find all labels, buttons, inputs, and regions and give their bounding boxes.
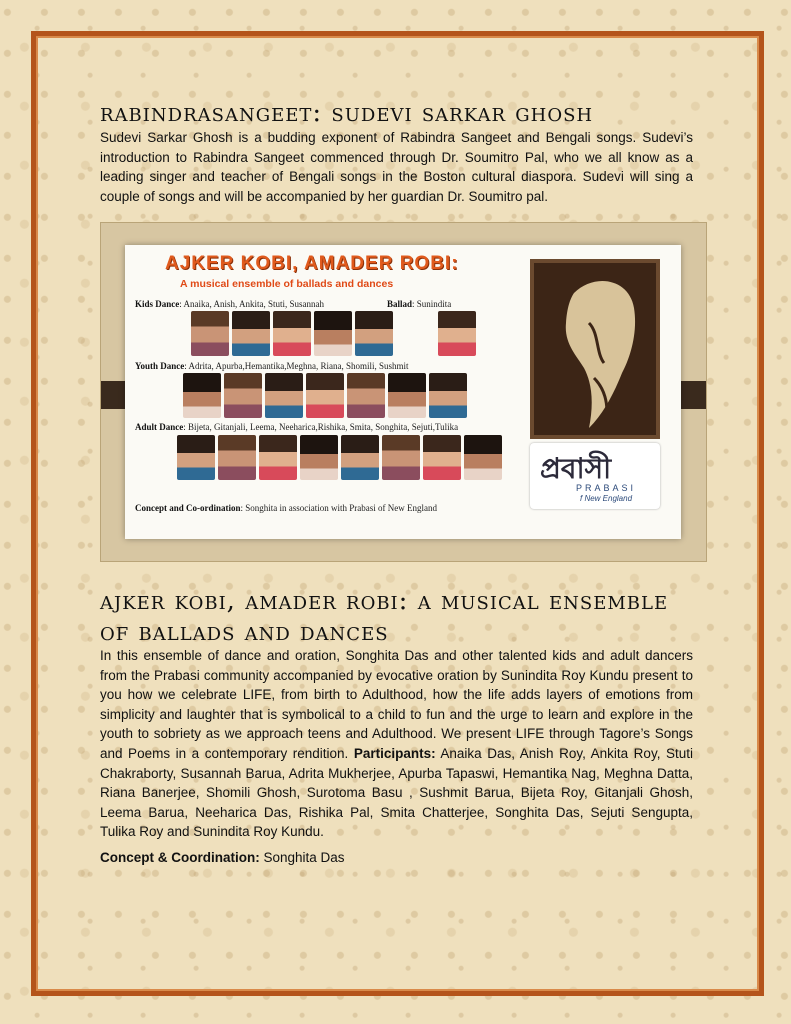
dancer-photo <box>382 435 420 480</box>
adult-dance-label: Adult Dance <box>135 422 184 432</box>
poster-subtitle: A musical ensemble of ballads and dances <box>180 278 394 290</box>
kids-photo-row <box>191 311 393 356</box>
dancer-photo <box>429 373 467 418</box>
participants-list: Anaika Das, Anish Roy, Ankita Roy, Stuti Chakraborty, Susannah Barua, Adrita Mukherjee, Apurba Tapaswi, Hemantika Nag, Meghna Datta, Riana Banerjee, Shomili Ghosh, Surotoma Basu , Sushmit Barua, Bijeta Roy, Gitanjali Ghosh, Leema Barua, Neeharica Das, Rishika Pal, Smita Chatterjee, Songhita Das, Sejuti Sengupta, Tulika Roy and Sunindita Roy Kundu. <box>100 745 693 840</box>
section-body-rabindrasangeet: Sudevi Sarkar Ghosh is a budding exponent of Rabindra Sangeet and Bengali songs. Sudevi’s introduction to Rabindra Sangeet commenced through Dr. Soumitro Pal, who we all know as a leading singer and teacher of Bengali songs in the Boston cultural diaspora. Sudevi will sing a couple of songs and will be accompanied by her guardian Dr. Soumitro pal. <box>100 130 693 204</box>
logo-name: PRABASI <box>576 483 637 493</box>
ballad-photo <box>438 311 476 356</box>
event-banner <box>100 222 707 562</box>
dancer-photo <box>423 435 461 480</box>
dancer-photo <box>224 373 262 418</box>
poster-title: AJKER KOBI, AMADER ROBI: <box>165 253 459 274</box>
tagore-portrait-image <box>530 259 660 439</box>
event-poster <box>125 245 681 539</box>
ballad-names: : Sunindita <box>412 299 452 309</box>
ensemble-description: In this ensemble of dance and oration, Songhita Das and other talented kids and adult dancers from the Prabasi community accompanied by evocative oration by Sunindita Roy Kundu present to you how we celebrate LIFE, from birth to Adulthood, how the life adds layers of emotions from simplicity and laughter that is symbolical to a child to fun and the urge to learn and explore in the youth to sobriety as we approach teens and Adulthood. We present LIFE through Tagore’s Songs and Poems in a contemporary rendition. <box>100 648 693 761</box>
tagore-silhouette <box>534 263 656 435</box>
section-body-ensemble <box>100 646 693 842</box>
ballad-line <box>387 299 451 309</box>
dancer-photo <box>306 373 344 418</box>
concept-label: Concept & Coordination: <box>100 850 260 865</box>
poster-concept-label: Concept and Co-ordination <box>135 503 241 513</box>
section-heading-ensemble: ajker kobi, amader robi: a musical ensemble of ballads and dances <box>100 586 669 647</box>
youth-dance-names: : Adrita, Apurba,Hemantika,Meghna, Riana, Shomili, Sushmit <box>184 361 409 371</box>
dancer-photo <box>314 311 352 356</box>
adult-photo-row <box>177 435 502 480</box>
dancer-photo <box>388 373 426 418</box>
dancer-photo <box>232 311 270 356</box>
dancer-photo <box>265 373 303 418</box>
dancer-photo <box>183 373 221 418</box>
prabasi-logo <box>530 443 660 509</box>
adult-dance-names: : Bijeta, Gitanjali, Leema, Neeharica,Rishika, Smita, Songhita, Sejuti,Tulika <box>183 422 459 432</box>
adult-dance-line <box>135 422 458 432</box>
dancer-photo <box>191 311 229 356</box>
kids-dance-line <box>135 299 324 309</box>
concept-value: Songhita Das <box>259 850 345 865</box>
kids-dance-label: Kids Dance <box>135 299 180 309</box>
dancer-photo <box>273 311 311 356</box>
dancer-photo <box>259 435 297 480</box>
kids-dance-names: : Anaika, Anish, Ankita, Stuti, Susannah <box>179 299 325 309</box>
dancer-photo <box>347 373 385 418</box>
dancer-photo <box>177 435 215 480</box>
youth-dance-label: Youth Dance <box>135 361 185 371</box>
logo-bengali-text: প্রবাসী <box>540 452 612 485</box>
dancer-photo <box>341 435 379 480</box>
ballad-label: Ballad <box>387 299 413 309</box>
logo-subtitle: f New England <box>580 494 633 503</box>
singer-photo <box>438 311 476 356</box>
dancer-photo <box>355 311 393 356</box>
poster-concept-line <box>135 503 437 513</box>
concept-coordination <box>100 848 693 868</box>
section-heading-rabindrasangeet: rabindrasangeet: sudevi sarkar ghosh <box>100 98 594 128</box>
youth-photo-row <box>183 373 467 418</box>
dancer-photo <box>218 435 256 480</box>
poster-concept-text: : Songhita in association with Prabasi of New England <box>240 503 437 513</box>
dancer-photo <box>300 435 338 480</box>
participants-label: Participants: <box>353 745 436 761</box>
youth-dance-line <box>135 361 409 371</box>
dancer-photo <box>464 435 502 480</box>
